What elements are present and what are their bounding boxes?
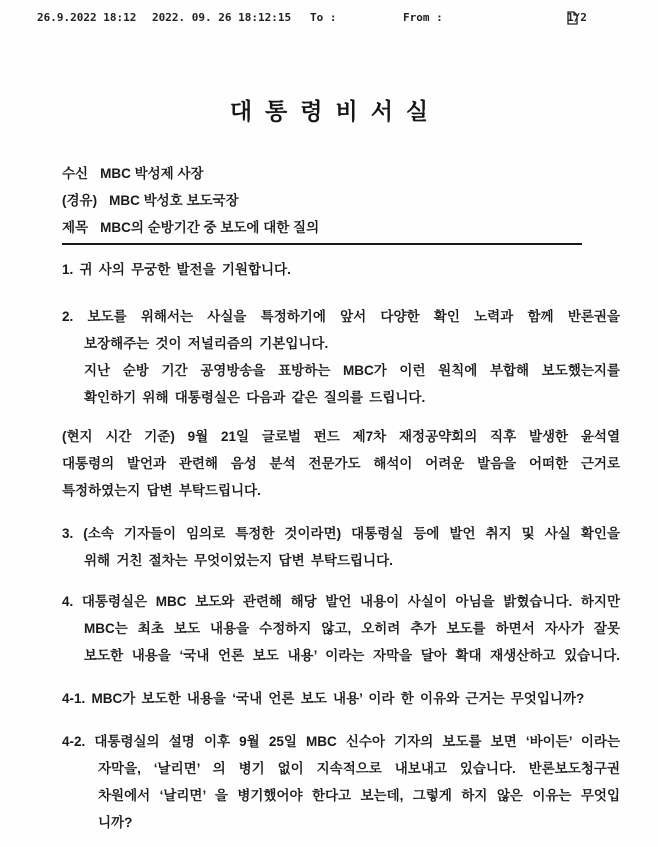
page-indicator bbox=[567, 11, 587, 25]
body-line: 1. 귀 사의 무궁한 발전을 기원합니다. bbox=[62, 262, 291, 277]
paragraph-item-4-1 bbox=[62, 685, 620, 712]
body-line: (현지 시간 기준) 9월 21일 글로벌 펀드 제7차 재정공약회의 직후 발생한 윤석열 bbox=[62, 429, 620, 444]
header-divider bbox=[62, 243, 582, 245]
body-line: 4-2. 대통령실의 설명 이후 9월 25일 MBC 신수아 기자의 보도를 보면 ‘바이든’ 이라는 bbox=[62, 734, 620, 749]
fax-sent-timestamp: 26.9.2022 18:12 bbox=[37, 11, 137, 24]
body-line: 특정하였는지 답변 부탁드립니다. bbox=[62, 483, 261, 498]
via-label: (경유) bbox=[62, 193, 98, 208]
body-line: 니까? bbox=[98, 815, 133, 830]
body-line: 3. (소속 기자들이 임의로 특정한 것이라면) 대통령실 등에 발언 취지 및 사실 확인을 bbox=[62, 526, 620, 541]
via-row bbox=[62, 187, 620, 214]
body-line: 자막을, ‘날리면’ 의 병기 없이 지속적으로 내보내고 있습니다. 반론보도청구권 bbox=[98, 761, 620, 776]
paragraph-item-4 bbox=[62, 588, 620, 669]
paragraph-note bbox=[62, 423, 620, 504]
fax-from-label: From : bbox=[403, 11, 443, 24]
recipient-label: 수신 bbox=[62, 166, 89, 181]
body-line: 보도한 내용을 ‘국내 언론 보도 내용’ 이라는 자막을 달아 확대 재생산하고 있습니다. bbox=[84, 648, 620, 663]
body-line: 4-1. MBC가 보도한 내용을 ‘국내 언론 보도 내용’ 이라 한 이유와 근거는 무엇입니까? bbox=[62, 691, 585, 706]
recipient-row bbox=[62, 160, 620, 187]
body-line: 2. 보도를 위해서는 사실을 특정하기에 앞서 다양한 확인 노력과 함께 반론권을 bbox=[62, 309, 620, 324]
subject-label: 제목 bbox=[62, 220, 89, 235]
letterhead-title: 대통령비서실 bbox=[229, 98, 442, 124]
paragraph-item-2 bbox=[62, 303, 620, 411]
fax-received-timestamp: 2022. 09. 26 18:12:15 bbox=[152, 11, 292, 24]
body-line: MBC는 최초 보도 내용을 수정하지 않고, 오히려 추가 보도를 하면서 자사가 잘못 bbox=[84, 621, 620, 636]
body-line: 지난 순방 기간 공영방송을 표방하는 MBC가 이런 원칙에 부합해 보도했는지를 bbox=[84, 363, 620, 378]
body-line: 차원에서 ‘날리면’ 을 병기했어야 한다고 보는데, 그렇게 하지 않은 이유는 무엇입 bbox=[98, 788, 620, 803]
document-body bbox=[62, 256, 620, 836]
document-meta bbox=[62, 160, 620, 241]
body-line: 4. 대통령실은 MBC 보도와 관련해 해당 발언 내용이 사실이 아님을 밝혔습니다. 하지만 bbox=[62, 594, 620, 609]
paragraph-item-3 bbox=[62, 520, 620, 574]
recipient-value: MBC 박성제 사장 bbox=[100, 166, 204, 181]
body-line: 보장해주는 것이 저널리즘의 기본입니다. bbox=[84, 336, 329, 351]
via-value: MBC 박성호 보도국장 bbox=[109, 193, 239, 208]
body-line: 대통령의 발언과 관련해 음성 분석 전문가도 해석이 어려운 발음을 어떠한 근거로 bbox=[62, 456, 620, 471]
paragraph-item-4-2 bbox=[62, 728, 620, 836]
subject-row bbox=[62, 214, 620, 241]
page-indicator-text: 1/2 bbox=[567, 11, 587, 24]
subject-value: MBC의 순방기간 중 보도에 대한 질의 bbox=[100, 220, 320, 235]
body-line: 위해 거친 절차는 무엇이었는지 답변 부탁드립니다. bbox=[84, 553, 393, 568]
fax-to-label: To : bbox=[310, 11, 337, 24]
body-line: 확인하기 위해 대통령실은 다음과 같은 질의를 드립니다. bbox=[84, 390, 426, 405]
fax-transmission-header bbox=[0, 11, 658, 27]
paragraph-item-1 bbox=[62, 256, 620, 283]
